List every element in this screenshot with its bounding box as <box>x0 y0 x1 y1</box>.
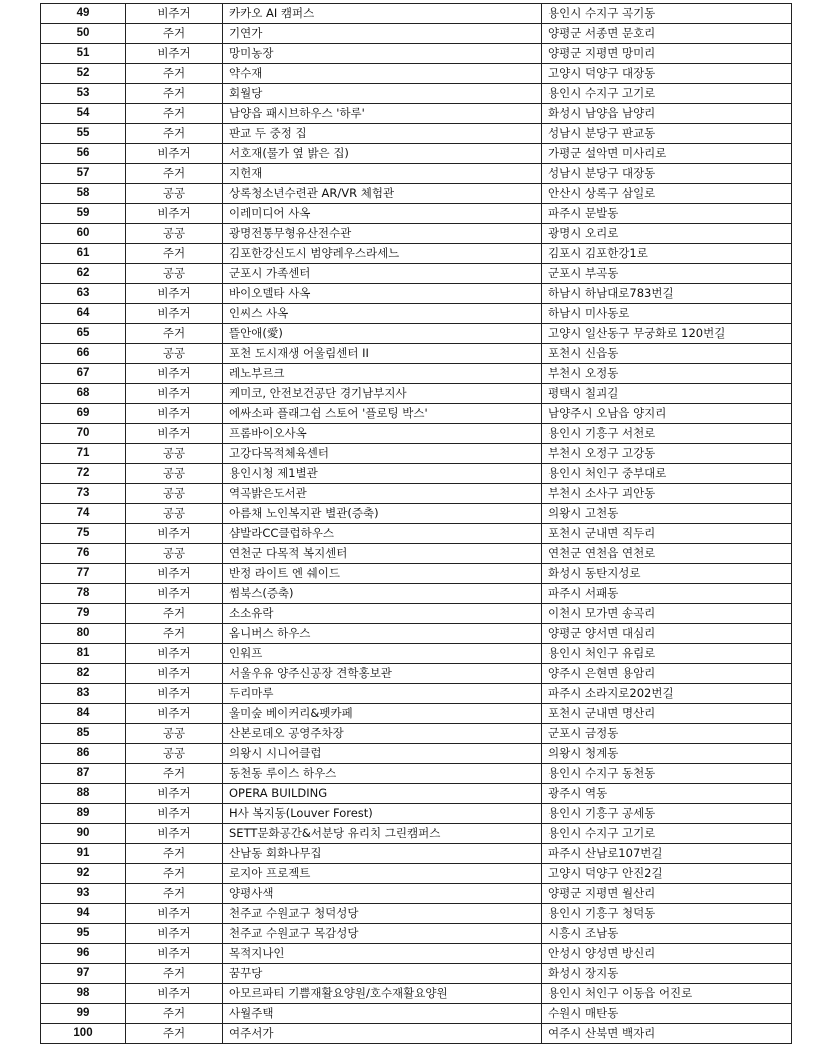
building-type-cell: 주거 <box>126 964 223 984</box>
row-number-cell: 54 <box>41 104 126 124</box>
table-row <box>41 624 792 644</box>
row-number-cell: 74 <box>41 504 126 524</box>
row-number-cell: 68 <box>41 384 126 404</box>
location-cell: 용인시 수지구 곡기동 <box>542 4 792 24</box>
table-row <box>41 744 792 764</box>
project-name-cell: 연천군 다목적 복지센터 <box>223 544 542 564</box>
table-row <box>41 524 792 544</box>
row-number-cell: 84 <box>41 704 126 724</box>
row-number-cell: 76 <box>41 544 126 564</box>
building-type-cell: 공공 <box>126 464 223 484</box>
location-cell: 용인시 수지구 고기로 <box>542 84 792 104</box>
table-row <box>41 384 792 404</box>
location-cell: 수원시 매탄동 <box>542 1004 792 1024</box>
building-type-cell: 비주거 <box>126 404 223 424</box>
location-cell: 양평군 서종면 문호리 <box>542 24 792 44</box>
location-cell: 부천시 오정구 고강동 <box>542 444 792 464</box>
building-type-cell: 비주거 <box>126 984 223 1004</box>
row-number-cell: 97 <box>41 964 126 984</box>
project-name-cell: 사월주택 <box>223 1004 542 1024</box>
project-name-cell: 회월당 <box>223 84 542 104</box>
project-name-cell: 양평사색 <box>223 884 542 904</box>
project-name-cell: 광명전통무형유산전수관 <box>223 224 542 244</box>
project-name-cell: 지헌재 <box>223 164 542 184</box>
row-number-cell: 49 <box>41 4 126 24</box>
table-row <box>41 484 792 504</box>
building-type-cell: 비주거 <box>126 704 223 724</box>
building-type-cell: 공공 <box>126 484 223 504</box>
location-cell: 광명시 오리로 <box>542 224 792 244</box>
table-row <box>41 644 792 664</box>
project-name-cell: 아모르파티 기쁨재활요양원/호수재활요양원 <box>223 984 542 1004</box>
location-cell: 하남시 하남대로783번길 <box>542 284 792 304</box>
row-number-cell: 100 <box>41 1024 126 1044</box>
row-number-cell: 78 <box>41 584 126 604</box>
location-cell: 의왕시 청계동 <box>542 744 792 764</box>
project-name-cell: 서호재(물가 옆 밝은 집) <box>223 144 542 164</box>
table-row <box>41 904 792 924</box>
project-name-cell: 프롬바이오사옥 <box>223 424 542 444</box>
row-number-cell: 70 <box>41 424 126 444</box>
project-name-cell: 여주서가 <box>223 1024 542 1044</box>
location-cell: 양평군 양서면 대심리 <box>542 624 792 644</box>
project-name-cell: 꿈꾸당 <box>223 964 542 984</box>
row-number-cell: 63 <box>41 284 126 304</box>
project-name-cell: 케미코, 안전보건공단 경기남부지사 <box>223 384 542 404</box>
row-number-cell: 62 <box>41 264 126 284</box>
table-row <box>41 964 792 984</box>
row-number-cell: 64 <box>41 304 126 324</box>
location-cell: 포천시 신읍동 <box>542 344 792 364</box>
project-name-cell: 반정 라이트 엔 쉐이드 <box>223 564 542 584</box>
row-number-cell: 93 <box>41 884 126 904</box>
building-type-cell: 공공 <box>126 744 223 764</box>
location-cell: 화성시 남양읍 남양리 <box>542 104 792 124</box>
row-number-cell: 61 <box>41 244 126 264</box>
row-number-cell: 60 <box>41 224 126 244</box>
row-number-cell: 59 <box>41 204 126 224</box>
location-cell: 용인시 기흥구 청덕동 <box>542 904 792 924</box>
location-cell: 부천시 소사구 괴안동 <box>542 484 792 504</box>
row-number-cell: 69 <box>41 404 126 424</box>
table-row <box>41 844 792 864</box>
building-type-cell: 주거 <box>126 324 223 344</box>
project-name-cell: 판교 두 중정 집 <box>223 124 542 144</box>
building-type-cell: 공공 <box>126 504 223 524</box>
building-type-cell: 주거 <box>126 164 223 184</box>
row-number-cell: 94 <box>41 904 126 924</box>
table-row <box>41 1024 792 1044</box>
project-name-cell: 두리마루 <box>223 684 542 704</box>
row-number-cell: 86 <box>41 744 126 764</box>
location-cell: 가평군 설악면 미사리로 <box>542 144 792 164</box>
building-type-cell: 비주거 <box>126 284 223 304</box>
row-number-cell: 85 <box>41 724 126 744</box>
location-cell: 용인시 처인구 중부대로 <box>542 464 792 484</box>
table-row <box>41 584 792 604</box>
location-cell: 의왕시 고천동 <box>542 504 792 524</box>
project-name-cell: 포천 도시재생 어울림센터 II <box>223 344 542 364</box>
table-row <box>41 704 792 724</box>
project-name-cell: SETT문화공간&서분당 유리치 그린캠퍼스 <box>223 824 542 844</box>
project-name-cell: 에싸소파 플래그쉽 스토어 '플로팅 박스' <box>223 404 542 424</box>
building-type-cell: 비주거 <box>126 364 223 384</box>
location-cell: 용인시 기흥구 서천로 <box>542 424 792 444</box>
building-type-cell: 주거 <box>126 624 223 644</box>
project-name-cell: 카카오 AI 캠퍼스 <box>223 4 542 24</box>
project-name-cell: 이레미디어 사옥 <box>223 204 542 224</box>
building-type-cell: 공공 <box>126 344 223 364</box>
location-cell: 양평군 지평면 망미리 <box>542 44 792 64</box>
row-number-cell: 96 <box>41 944 126 964</box>
row-number-cell: 87 <box>41 764 126 784</box>
row-number-cell: 65 <box>41 324 126 344</box>
table-row <box>41 984 792 1004</box>
location-cell: 파주시 산남로107번길 <box>542 844 792 864</box>
table-row <box>41 764 792 784</box>
project-name-cell: 바이오델타 사옥 <box>223 284 542 304</box>
location-cell: 파주시 서패동 <box>542 584 792 604</box>
table-row <box>41 864 792 884</box>
row-number-cell: 90 <box>41 824 126 844</box>
table-body <box>41 4 792 1044</box>
table-row <box>41 564 792 584</box>
row-number-cell: 82 <box>41 664 126 684</box>
row-number-cell: 66 <box>41 344 126 364</box>
project-name-cell: 목적지나인 <box>223 944 542 964</box>
location-cell: 용인시 수지구 고기로 <box>542 824 792 844</box>
row-number-cell: 99 <box>41 1004 126 1024</box>
project-name-cell: 인워프 <box>223 644 542 664</box>
table-row <box>41 164 792 184</box>
building-type-cell: 공공 <box>126 264 223 284</box>
location-cell: 용인시 수지구 동천동 <box>542 764 792 784</box>
table-row <box>41 264 792 284</box>
location-cell: 군포시 금정동 <box>542 724 792 744</box>
table-row <box>41 404 792 424</box>
location-cell: 평택시 칠괴길 <box>542 384 792 404</box>
location-cell: 성남시 분당구 대장동 <box>542 164 792 184</box>
row-number-cell: 80 <box>41 624 126 644</box>
building-list-table <box>40 3 792 1044</box>
table-row <box>41 444 792 464</box>
row-number-cell: 91 <box>41 844 126 864</box>
row-number-cell: 55 <box>41 124 126 144</box>
table-row <box>41 304 792 324</box>
table-row <box>41 464 792 484</box>
table-row <box>41 104 792 124</box>
location-cell: 양평군 지평면 월산리 <box>542 884 792 904</box>
building-type-cell: 공공 <box>126 444 223 464</box>
row-number-cell: 81 <box>41 644 126 664</box>
building-type-cell: 비주거 <box>126 144 223 164</box>
row-number-cell: 58 <box>41 184 126 204</box>
location-cell: 군포시 부곡동 <box>542 264 792 284</box>
project-name-cell: 뜰안애(愛) <box>223 324 542 344</box>
building-type-cell: 비주거 <box>126 784 223 804</box>
project-name-cell: 역곡밝은도서관 <box>223 484 542 504</box>
building-type-cell: 주거 <box>126 1004 223 1024</box>
table-row <box>41 804 792 824</box>
location-cell: 용인시 기흥구 공세동 <box>542 804 792 824</box>
building-type-cell: 주거 <box>126 24 223 44</box>
project-name-cell: 산남동 회화나무집 <box>223 844 542 864</box>
location-cell: 고양시 덕양구 안진2길 <box>542 864 792 884</box>
table-row <box>41 924 792 944</box>
building-type-cell: 비주거 <box>126 4 223 24</box>
row-number-cell: 89 <box>41 804 126 824</box>
project-name-cell: 썸북스(증축) <box>223 584 542 604</box>
table-row <box>41 44 792 64</box>
table-row <box>41 124 792 144</box>
location-cell: 연천군 연천읍 연천로 <box>542 544 792 564</box>
building-type-cell: 주거 <box>126 244 223 264</box>
row-number-cell: 52 <box>41 64 126 84</box>
location-cell: 이천시 모가면 송곡리 <box>542 604 792 624</box>
project-name-cell: 산본로데오 공영주차장 <box>223 724 542 744</box>
row-number-cell: 88 <box>41 784 126 804</box>
row-number-cell: 75 <box>41 524 126 544</box>
building-type-cell: 비주거 <box>126 904 223 924</box>
building-type-cell: 공공 <box>126 184 223 204</box>
row-number-cell: 51 <box>41 44 126 64</box>
table-row <box>41 604 792 624</box>
location-cell: 안산시 상록구 삼일로 <box>542 184 792 204</box>
project-name-cell: OPERA BUILDING <box>223 784 542 804</box>
building-type-cell: 주거 <box>126 104 223 124</box>
table-row <box>41 244 792 264</box>
row-number-cell: 71 <box>41 444 126 464</box>
project-name-cell: 김포한강신도시 범양레우스라세느 <box>223 244 542 264</box>
table-row <box>41 224 792 244</box>
location-cell: 파주시 소라지로202번길 <box>542 684 792 704</box>
table-row <box>41 324 792 344</box>
table-row <box>41 784 792 804</box>
row-number-cell: 73 <box>41 484 126 504</box>
project-name-cell: H사 복지동(Louver Forest) <box>223 804 542 824</box>
project-name-cell: 동천동 루이스 하우스 <box>223 764 542 784</box>
location-cell: 여주시 산북면 백자리 <box>542 1024 792 1044</box>
row-number-cell: 79 <box>41 604 126 624</box>
building-type-cell: 비주거 <box>126 944 223 964</box>
project-name-cell: 용인시청 제1별관 <box>223 464 542 484</box>
project-name-cell: 서울우유 양주신공장 견학홍보관 <box>223 664 542 684</box>
building-type-cell: 비주거 <box>126 684 223 704</box>
table-row <box>41 664 792 684</box>
row-number-cell: 57 <box>41 164 126 184</box>
location-cell: 양주시 은현면 용암리 <box>542 664 792 684</box>
row-number-cell: 98 <box>41 984 126 1004</box>
row-number-cell: 67 <box>41 364 126 384</box>
table-row <box>41 84 792 104</box>
project-name-cell: 울미숲 베이커리&펫카페 <box>223 704 542 724</box>
building-type-cell: 주거 <box>126 844 223 864</box>
building-type-cell: 비주거 <box>126 44 223 64</box>
table-row <box>41 424 792 444</box>
table-row <box>41 544 792 564</box>
project-name-cell: 망미농장 <box>223 44 542 64</box>
building-type-cell: 공공 <box>126 224 223 244</box>
location-cell: 김포시 김포한강1로 <box>542 244 792 264</box>
building-type-cell: 주거 <box>126 884 223 904</box>
location-cell: 하남시 미사동로 <box>542 304 792 324</box>
table-row <box>41 284 792 304</box>
project-name-cell: 소소유락 <box>223 604 542 624</box>
location-cell: 용인시 처인구 이동읍 어진로 <box>542 984 792 1004</box>
building-type-cell: 비주거 <box>126 644 223 664</box>
building-type-cell: 비주거 <box>126 584 223 604</box>
row-number-cell: 77 <box>41 564 126 584</box>
building-type-cell: 비주거 <box>126 524 223 544</box>
project-name-cell: 고강다목적체육센터 <box>223 444 542 464</box>
table-row <box>41 824 792 844</box>
table-row <box>41 144 792 164</box>
building-type-cell: 주거 <box>126 864 223 884</box>
project-name-cell: 옴니버스 하우스 <box>223 624 542 644</box>
table-row <box>41 184 792 204</box>
project-name-cell: 남양읍 패시브하우스 '하루' <box>223 104 542 124</box>
project-name-cell: 인씨스 사옥 <box>223 304 542 324</box>
row-number-cell: 50 <box>41 24 126 44</box>
row-number-cell: 72 <box>41 464 126 484</box>
table-row <box>41 884 792 904</box>
building-type-cell: 주거 <box>126 764 223 784</box>
building-type-cell: 비주거 <box>126 564 223 584</box>
table-row <box>41 684 792 704</box>
location-cell: 고양시 일산동구 무궁화로 120번길 <box>542 324 792 344</box>
location-cell: 화성시 동탄지성로 <box>542 564 792 584</box>
building-type-cell: 비주거 <box>126 924 223 944</box>
project-name-cell: 기연가 <box>223 24 542 44</box>
location-cell: 화성시 장지동 <box>542 964 792 984</box>
project-name-cell: 상록청소년수련관 AR/VR 체험관 <box>223 184 542 204</box>
building-type-cell: 비주거 <box>126 384 223 404</box>
building-type-cell: 비주거 <box>126 804 223 824</box>
table-row <box>41 4 792 24</box>
table-row <box>41 64 792 84</box>
project-name-cell: 로지아 프로젝트 <box>223 864 542 884</box>
location-cell: 남양주시 오남읍 양지리 <box>542 404 792 424</box>
location-cell: 고양시 덕양구 대장동 <box>542 64 792 84</box>
building-type-cell: 주거 <box>126 1024 223 1044</box>
table-row <box>41 504 792 524</box>
location-cell: 포천시 군내면 직두리 <box>542 524 792 544</box>
table-row <box>41 24 792 44</box>
project-name-cell: 레노부르크 <box>223 364 542 384</box>
building-type-cell: 비주거 <box>126 304 223 324</box>
location-cell: 포천시 군내면 명산리 <box>542 704 792 724</box>
building-type-cell: 비주거 <box>126 204 223 224</box>
row-number-cell: 53 <box>41 84 126 104</box>
building-type-cell: 비주거 <box>126 824 223 844</box>
location-cell: 안성시 양성면 방신리 <box>542 944 792 964</box>
project-name-cell: 천주교 수원교구 목감성당 <box>223 924 542 944</box>
table-row <box>41 344 792 364</box>
project-name-cell: 군포시 가족센터 <box>223 264 542 284</box>
table-row <box>41 364 792 384</box>
building-type-cell: 주거 <box>126 64 223 84</box>
project-name-cell: 약수재 <box>223 64 542 84</box>
table-row <box>41 944 792 964</box>
table-row <box>41 724 792 744</box>
project-name-cell: 샴발라CC클럽하우스 <box>223 524 542 544</box>
row-number-cell: 56 <box>41 144 126 164</box>
location-cell: 용인시 처인구 유림로 <box>542 644 792 664</box>
location-cell: 파주시 문발동 <box>542 204 792 224</box>
location-cell: 시흥시 조남동 <box>542 924 792 944</box>
building-type-cell: 주거 <box>126 84 223 104</box>
table-row <box>41 1004 792 1024</box>
location-cell: 성남시 분당구 판교동 <box>542 124 792 144</box>
project-name-cell: 천주교 수원교구 청덕성당 <box>223 904 542 924</box>
row-number-cell: 92 <box>41 864 126 884</box>
building-type-cell: 공공 <box>126 544 223 564</box>
building-type-cell: 비주거 <box>126 664 223 684</box>
building-type-cell: 주거 <box>126 124 223 144</box>
location-cell: 광주시 역동 <box>542 784 792 804</box>
project-name-cell: 아름채 노인복지관 별관(증축) <box>223 504 542 524</box>
building-type-cell: 비주거 <box>126 424 223 444</box>
table-row <box>41 204 792 224</box>
building-type-cell: 주거 <box>126 604 223 624</box>
building-type-cell: 공공 <box>126 724 223 744</box>
row-number-cell: 83 <box>41 684 126 704</box>
row-number-cell: 95 <box>41 924 126 944</box>
project-name-cell: 의왕시 시니어클럽 <box>223 744 542 764</box>
location-cell: 부천시 오정동 <box>542 364 792 384</box>
